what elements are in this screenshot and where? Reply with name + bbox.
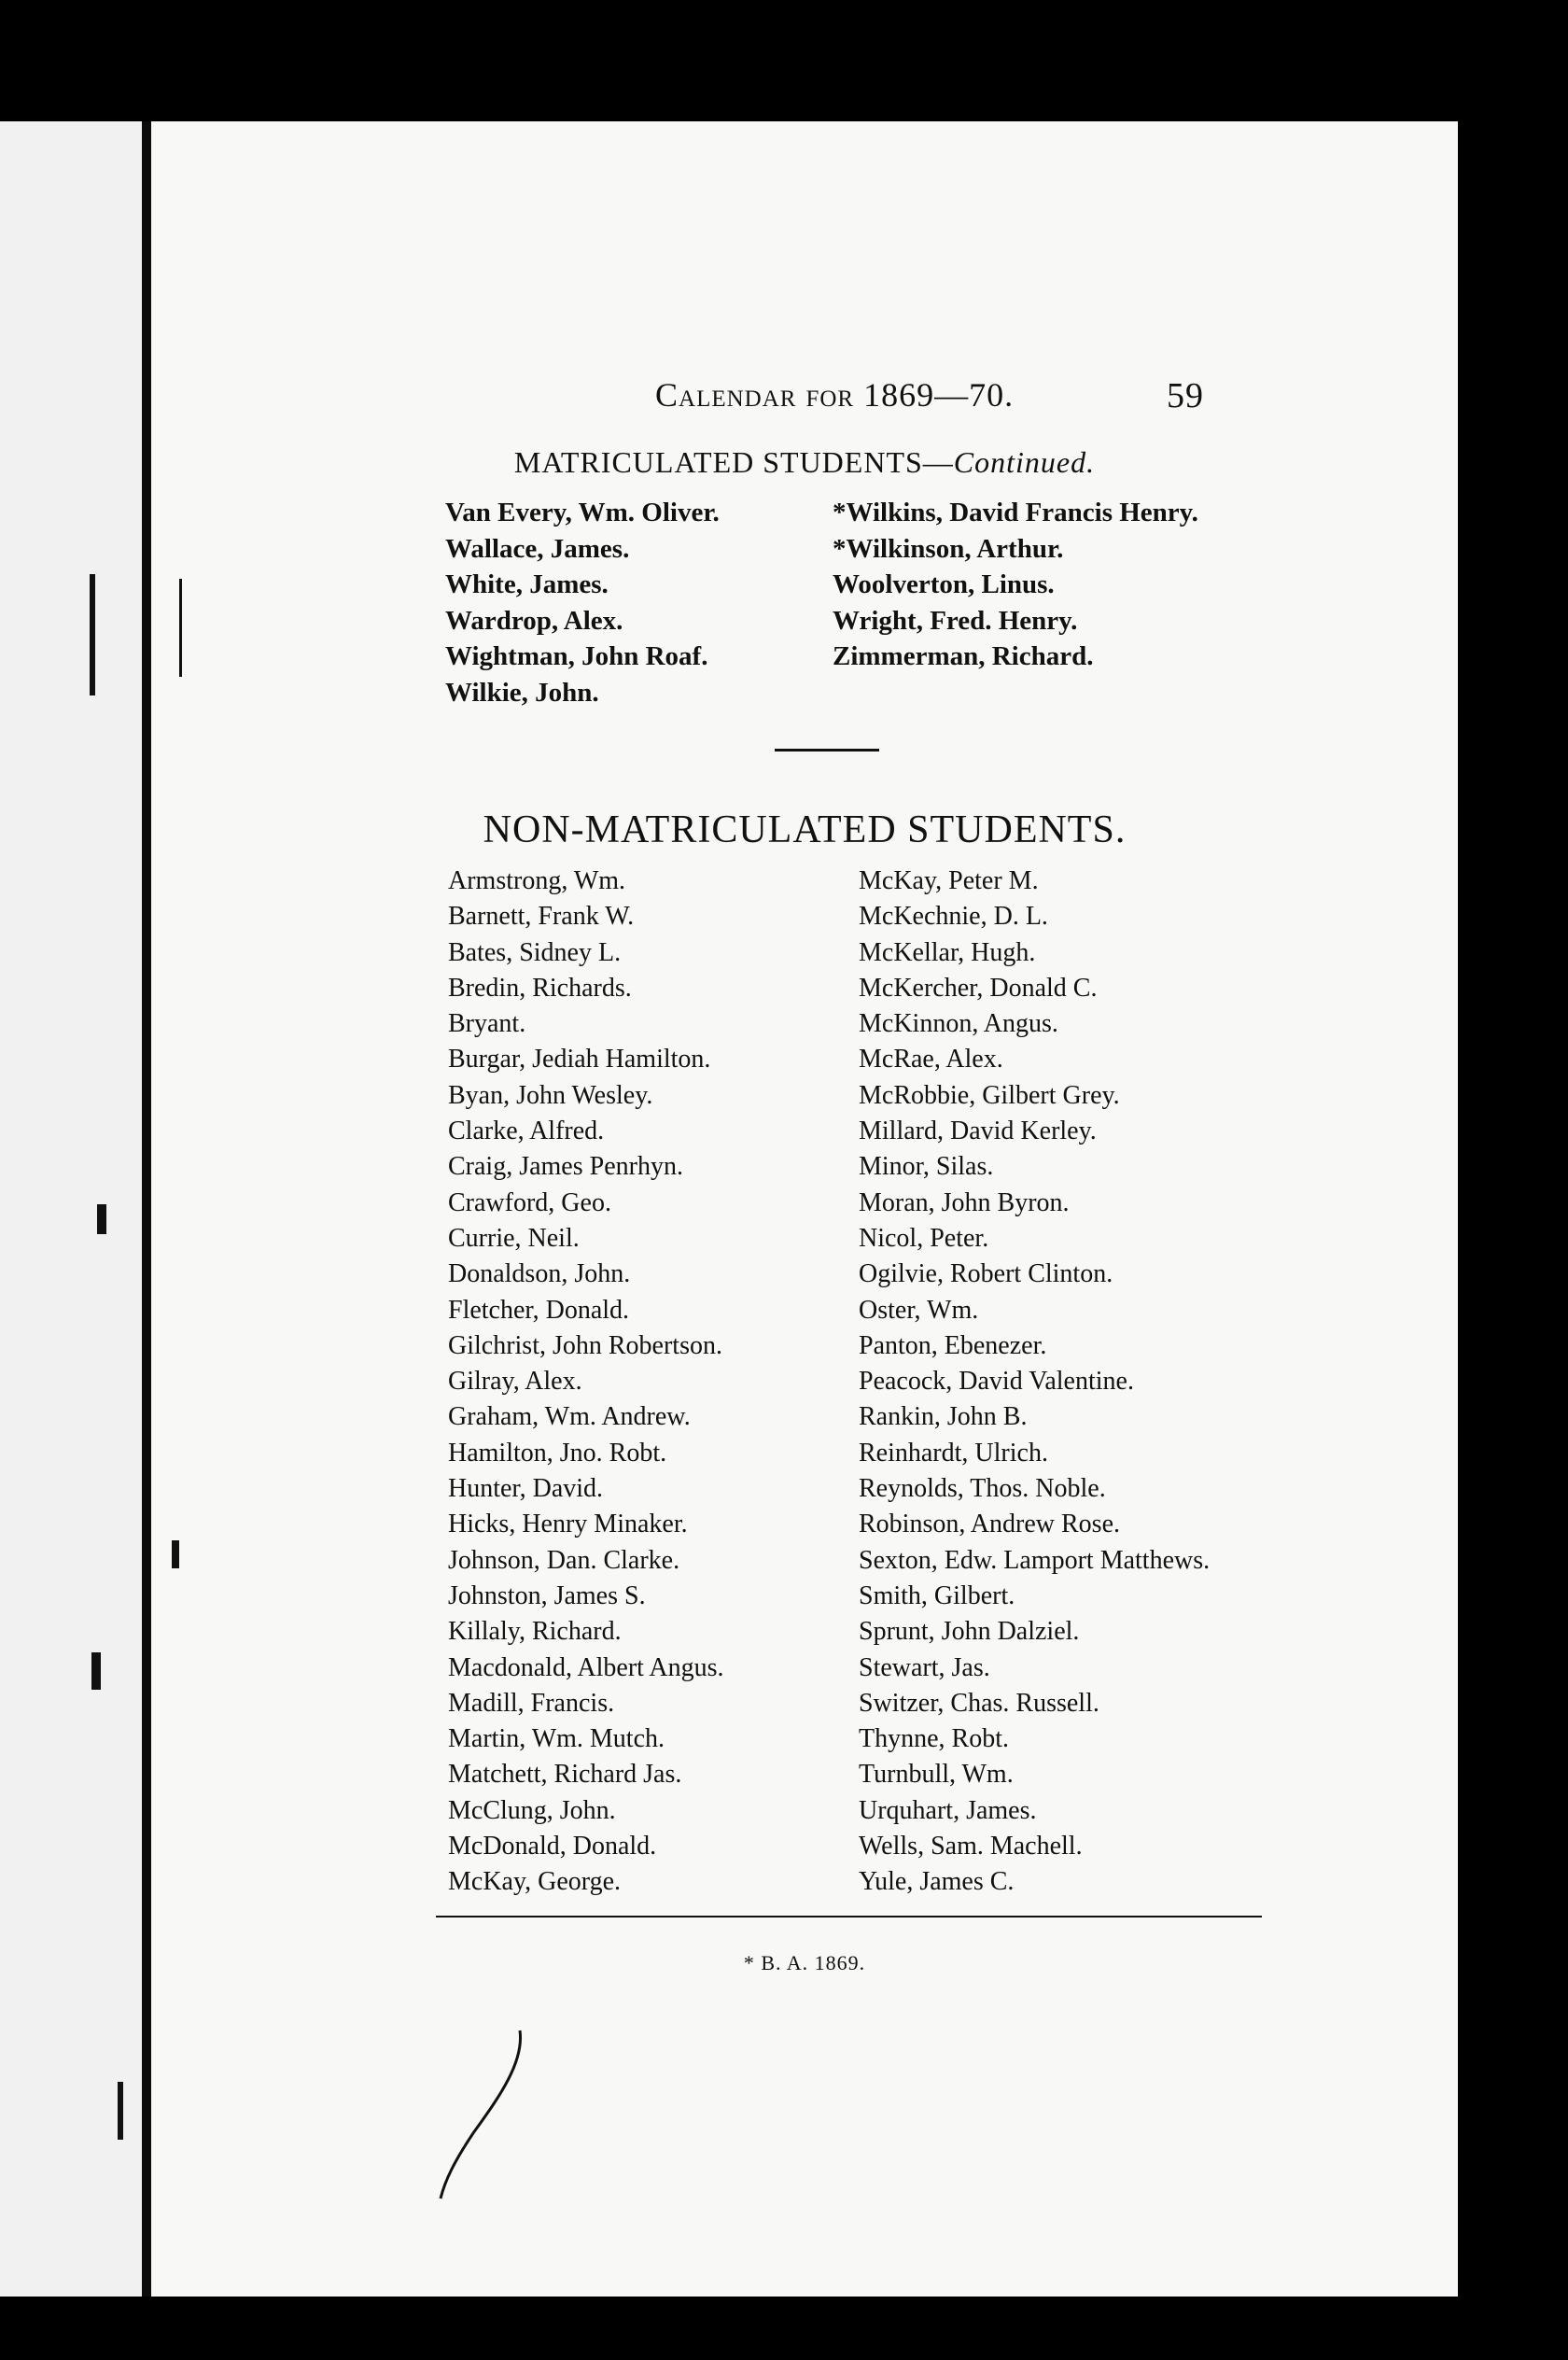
student-name: Gilchrist, John Robertson. [448,1330,722,1360]
student-name: Zimmerman, Richard. [833,641,1094,671]
student-name: McRae, Alex. [859,1045,1003,1075]
student-name: Wright, Fred. Henry. [833,605,1078,636]
student-name: McKechnie, D. L. [859,902,1048,932]
footnote-rule [436,1916,1262,1918]
footnote: * B. A. 1869. [743,1951,866,1974]
student-name: Armstrong, Wm. [448,866,626,895]
section-divider [775,749,879,752]
document-page [151,121,1458,2297]
student-name: Peacock, David Valentine. [859,1367,1134,1397]
student-name: Gilray, Alex. [448,1367,582,1397]
student-name: Oster, Wm. [859,1295,979,1325]
matriculated-right-column [833,495,1198,675]
student-name: Reinhardt, Ulrich. [859,1438,1048,1468]
student-name: Turnbull, Wm. [859,1760,1014,1790]
matriculated-left-column [445,495,720,710]
student-name: McDonald, Donald. [448,1832,657,1861]
student-name: Sprunt, John Dalziel. [859,1617,1080,1647]
student-name: Wilkie, John. [445,677,599,708]
student-name: Woolverton, Linus. [833,569,1055,599]
facing-page-edge [0,121,142,2297]
page-gutter [142,121,151,2297]
student-name: Martin, Wm. Mutch. [448,1724,665,1754]
matriculated-title-suffix: Continued. [953,445,1096,479]
page-number: 59 [1167,376,1204,415]
student-name: Burgar, Jediah Hamilton. [448,1045,711,1075]
student-name: Johnson, Dan. Clarke. [448,1545,680,1575]
student-name: Thynne, Robt. [859,1724,1009,1754]
student-name: Minor, Silas. [859,1152,994,1182]
student-name: Stewart, Jas. [859,1652,990,1682]
student-name: Robinson, Andrew Rose. [859,1510,1120,1539]
student-name: Donaldson, John. [448,1259,631,1289]
student-name: Millard, David Kerley. [859,1117,1097,1146]
student-name: Wightman, John Roaf. [445,641,708,671]
margin-mark [90,574,95,695]
student-name: Bredin, Richards. [448,973,632,1003]
student-name: Bryant. [448,1009,526,1039]
matriculated-title: MATRICULATED STUDENTS— [513,445,954,479]
student-name: Barnett, Frank W. [448,902,635,932]
matriculated-heading [151,445,1458,480]
student-name: McKay, George. [448,1867,622,1897]
student-name: *Wilkins, David Francis Henry. [833,498,1198,527]
student-name: Switzer, Chas. Russell. [859,1688,1099,1718]
student-name: McKellar, Hugh. [859,937,1036,967]
student-name: Crawford, Geo. [448,1187,611,1217]
student-name: Bates, Sidney L. [448,937,622,967]
student-name: Moran, John Byron. [859,1187,1070,1217]
student-name: Madill, Francis. [448,1688,615,1718]
header-title: Calendar for 1869—70. [655,376,1015,414]
pen-stroke [431,2026,534,2203]
student-name: McClung, John. [448,1795,616,1825]
student-name: Killaly, Richard. [448,1617,622,1647]
student-name: Nicol, Peter. [859,1223,989,1253]
student-name: Ogilvie, Robert Clinton. [859,1259,1113,1289]
student-name: Hamilton, Jno. Robt. [448,1438,667,1468]
student-name: Wells, Sam. Machell. [859,1832,1083,1861]
student-name: Wallace, James. [445,533,630,564]
student-name: McRobbie, Gilbert Grey. [859,1080,1120,1110]
margin-mark [97,1204,106,1234]
student-name: Byan, John Wesley. [448,1080,653,1110]
student-name: Johnston, James S. [448,1580,646,1610]
student-name: Fletcher, Donald. [448,1295,630,1325]
non-matriculated-title: NON-MATRICULATED STUDENTS. [483,808,1127,851]
margin-mark [91,1652,101,1690]
student-name: Graham, Wm. Andrew. [448,1402,691,1432]
running-header [655,375,1309,414]
student-name: Hicks, Henry Minaker. [448,1510,688,1539]
student-name: Matchett, Richard Jas. [448,1760,682,1790]
student-name: Rankin, John B. [859,1402,1028,1432]
student-name: Van Every, Wm. Oliver. [445,498,720,527]
student-name: Sexton, Edw. Lamport Matthews. [859,1545,1211,1575]
student-name: Yule, James C. [859,1867,1015,1897]
margin-mark [172,1540,179,1568]
student-name: Urquhart, James. [859,1795,1037,1825]
non-matriculated-left-column [448,864,724,1901]
student-name: McKercher, Donald C. [859,973,1098,1003]
student-name: Wardrop, Alex. [445,605,623,636]
student-name: McKinnon, Angus. [859,1009,1058,1039]
student-name: Hunter, David. [448,1474,604,1504]
student-name: *Wilkinson, Arthur. [833,533,1064,564]
student-name: Reynolds, Thos. Noble. [859,1474,1106,1504]
student-name: White, James. [445,569,609,599]
student-name: Panton, Ebenezer. [859,1330,1047,1360]
student-name: Craig, James Penrhyn. [448,1152,683,1182]
non-matriculated-right-column [859,864,1210,1901]
margin-mark [118,2082,123,2140]
student-name: Macdonald, Albert Angus. [448,1652,724,1682]
student-name: McKay, Peter M. [859,866,1039,895]
student-name: Clarke, Alfred. [448,1117,605,1146]
student-name: Smith, Gilbert. [859,1580,1015,1610]
student-name: Currie, Neil. [448,1223,580,1253]
margin-mark [179,579,182,677]
